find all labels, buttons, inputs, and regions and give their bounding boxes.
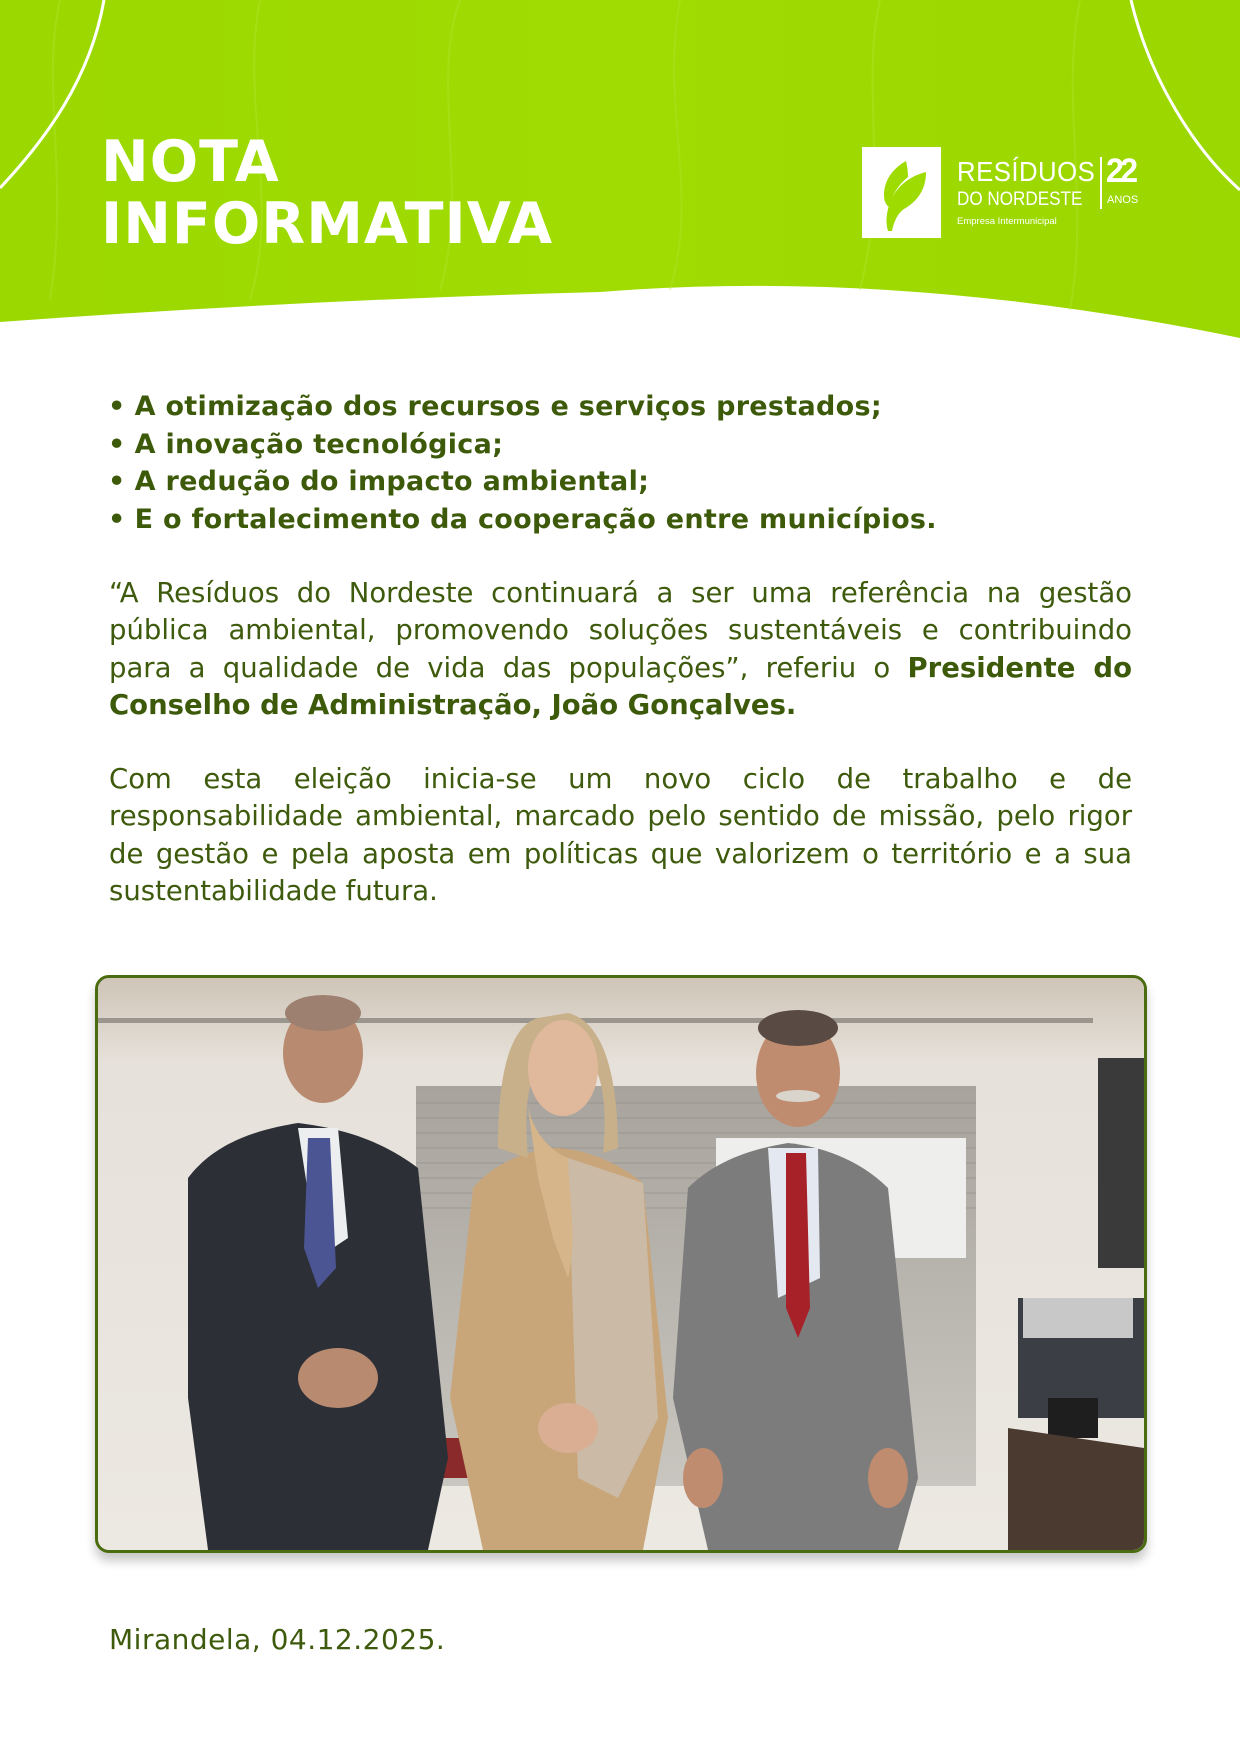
logo-name-line-1: RESÍDUOS xyxy=(957,156,1096,187)
objectives-list xyxy=(108,388,1138,538)
list-item: • A inovação tecnológica; xyxy=(108,426,1138,464)
logo-name-line-2: DO NORDESTE xyxy=(957,189,1083,210)
place-date: Mirandela, 04.12.2025. xyxy=(109,1623,446,1656)
quote-paragraph xyxy=(109,575,1132,724)
quote-attribution: Presidente do Conselho de Administração, João Gonçalves. xyxy=(109,651,1132,721)
page-title xyxy=(101,131,553,255)
group-photo-illustration xyxy=(98,978,1144,1550)
closing-paragraph: Com esta eleição inicia-se um novo ciclo de trabalho e de responsabilidade ambiental, marcado pelo sentido de missão, pelo rigor de gestão e pela aposta em políticas que valorizem o território e a sua sustentabilidade futura. xyxy=(109,763,1132,907)
list-item: • E o fortalecimento da cooperação entre municípios. xyxy=(108,501,1138,539)
logo-mark xyxy=(862,147,941,238)
logo-years-number: 22 xyxy=(1106,152,1135,190)
company-logo xyxy=(862,147,1152,239)
quote-text: “A Resíduos do Nordeste continuará a ser uma referência na gestão pública ambiental, promovendo soluções sustentáveis e contribuindo para a qualidade de vida das populações”, referiu o xyxy=(109,577,1132,684)
title-line-1: NOTA xyxy=(101,129,280,195)
leaf-icon xyxy=(862,147,941,238)
logo-years-label: ANOS xyxy=(1107,194,1139,206)
title-line-2: INFORMATIVA xyxy=(101,191,554,257)
logo-divider xyxy=(1100,157,1102,209)
list-item: • A otimização dos recursos e serviços prestados; xyxy=(108,388,1138,426)
group-photo xyxy=(95,975,1147,1553)
logo-subtitle: Empresa Intermunicipal xyxy=(957,216,1057,227)
list-item: • A redução do impacto ambiental; xyxy=(108,463,1138,501)
